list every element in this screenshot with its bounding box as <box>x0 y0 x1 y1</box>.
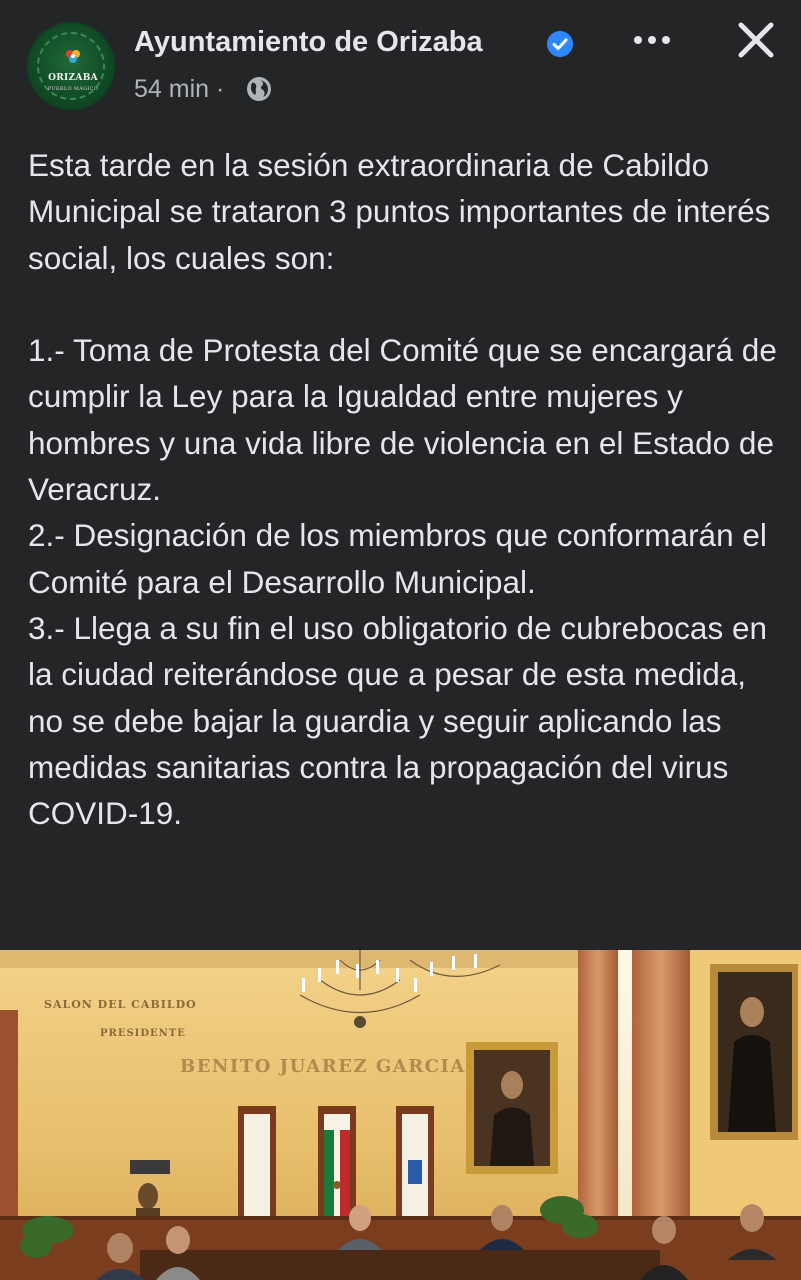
bust <box>138 1183 158 1209</box>
post-meta <box>134 72 224 106</box>
post-header <box>0 0 801 120</box>
orizaba-logo-icon <box>63 46 83 66</box>
page-avatar[interactable] <box>27 22 115 110</box>
wall-text-benito-juarez: BENITO JUAREZ GARCIA <box>180 1056 466 1077</box>
avatar-logo-text: ORIZABA <box>48 73 98 83</box>
meta-separator: · <box>216 75 225 103</box>
post-time[interactable]: 54 min <box>134 75 210 103</box>
wall-text-presidente: PRESIDENTE <box>100 1028 186 1039</box>
globe-icon[interactable] <box>246 76 272 102</box>
post-photo[interactable] <box>0 950 801 1280</box>
council-session-photo <box>0 950 801 1280</box>
verified-badge-icon <box>546 30 574 58</box>
plaque <box>130 1160 170 1174</box>
more-options-icon[interactable] <box>632 30 672 50</box>
page-name[interactable]: Ayuntamiento de Orizaba <box>134 26 483 58</box>
council-table <box>140 1250 660 1280</box>
avatar-logo-subtext: PUEBLO MÁGICO <box>47 86 99 92</box>
close-icon[interactable] <box>736 20 776 60</box>
wall-text-salon: SALON DEL CABILDO <box>44 998 197 1011</box>
post-body-text: Esta tarde en la sesión extraordinaria de Cabildo Municipal se trataron 3 puntos importantes de interés social, los cuales son: 1.- Toma de Protesta del Comité que se encargará de cumplir la Ley para la Igualdad entre mujeres y hombres y una vida libre de violencia en el Estado de Veracruz. 2.- Designación de los miembros que conformarán el Comité para el Desarrollo Municipal. 3.- Llega a su fin el uso obligatorio de cubrebocas en la ciudad reiterándose que a pesar de esta medida, no se debe bajar la guardia y seguir aplicando las medidas sanitarias contra la propagación del virus COVID-19. <box>28 147 777 832</box>
